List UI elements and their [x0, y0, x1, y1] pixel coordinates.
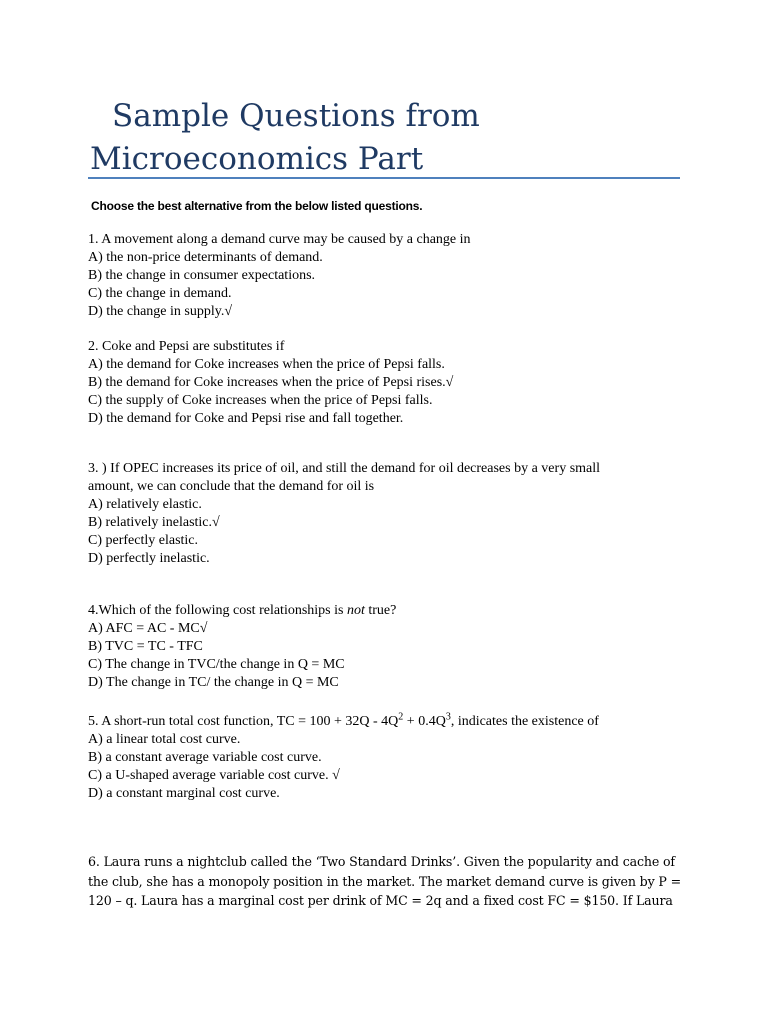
- option-b: B) the demand for Coke increases when the price of Pepsi rises.√: [88, 375, 454, 390]
- question-stem: [88, 713, 688, 731]
- question-6-line-3: 120 – q. Laura has a marginal cost per drink of MC = 2q and a fixed cost FC = $150. If Laura: [88, 893, 673, 908]
- question-6: [88, 852, 681, 911]
- title-divider: [88, 177, 680, 179]
- stem-text: 5. A short-run total cost function, TC = 100 + 32Q - 4Q: [88, 714, 399, 729]
- stem-text-end: true?: [364, 603, 397, 618]
- page-title-line-2: Microeconomics Part: [90, 141, 424, 177]
- option-d: D) perfectly inelastic.: [88, 551, 210, 566]
- option-c: C) the supply of Coke increases when the price of Pepsi falls.: [88, 393, 433, 408]
- option-a: A) a linear total cost curve.: [88, 732, 241, 747]
- stem-text-end: , indicates the existence of: [450, 714, 599, 729]
- option-b: B) the change in consumer expectations.: [88, 268, 316, 283]
- option-c: C) a U-shaped average variable cost curve. √: [88, 768, 340, 783]
- option-c: C) the change in demand.: [88, 286, 232, 301]
- question-stem: 1. A movement along a demand curve may be caused by a change in: [88, 232, 471, 247]
- question-stem: 2. Coke and Pepsi are substitutes if: [88, 339, 285, 354]
- question-1: [88, 231, 688, 321]
- page-title: [90, 95, 690, 181]
- question-6-line-1: 6. Laura runs a nightclub called the ‘Two Standard Drinks’. Given the popularity and cache of: [88, 854, 675, 869]
- option-b: B) relatively inelastic.√: [88, 515, 220, 530]
- exponent-3: 3: [445, 711, 451, 723]
- exponent-2: 2: [398, 711, 404, 723]
- option-b: B) a constant average variable cost curve.: [88, 750, 322, 765]
- question-5: [88, 713, 688, 803]
- option-d: D) the demand for Coke and Pepsi rise and fall together.: [88, 411, 404, 426]
- question-stem: 3. ) If OPEC increases its price of oil, and still the demand for oil decreases by a very small amount, we can conclude that the demand for oil is: [88, 461, 601, 494]
- option-d: D) a constant marginal cost curve.: [88, 786, 280, 801]
- question-3: [88, 460, 648, 568]
- stem-text: 4.Which of the following cost relationships is: [88, 603, 347, 618]
- option-b: B) TVC = TC - TFC: [88, 639, 203, 654]
- instruction-text: Choose the best alternative from the below listed questions.: [91, 199, 423, 213]
- option-a: A) relatively elastic.: [88, 497, 202, 512]
- option-c: C) The change in TVC/the change in Q = MC: [88, 657, 345, 672]
- option-a: A) the demand for Coke increases when the price of Pepsi falls.: [88, 357, 445, 372]
- option-a: A) the non-price determinants of demand.: [88, 250, 323, 265]
- question-6-line-2: the club, she has a monopoly position in the market. The market demand curve is given by P =: [88, 873, 681, 889]
- stem-text-mid: + 0.4Q: [403, 714, 446, 729]
- page-title-line-1: Sample Questions from: [112, 98, 480, 134]
- question-stem: [88, 602, 688, 620]
- stem-emphasis: not: [346, 603, 365, 618]
- option-d: D) The change in TC/ the change in Q = MC: [88, 675, 339, 690]
- option-a: A) AFC = AC - MC√: [88, 621, 208, 636]
- question-4: [88, 602, 688, 692]
- option-d: D) the change in supply.√: [88, 304, 233, 319]
- option-c: C) perfectly elastic.: [88, 533, 199, 548]
- question-2: [88, 338, 688, 428]
